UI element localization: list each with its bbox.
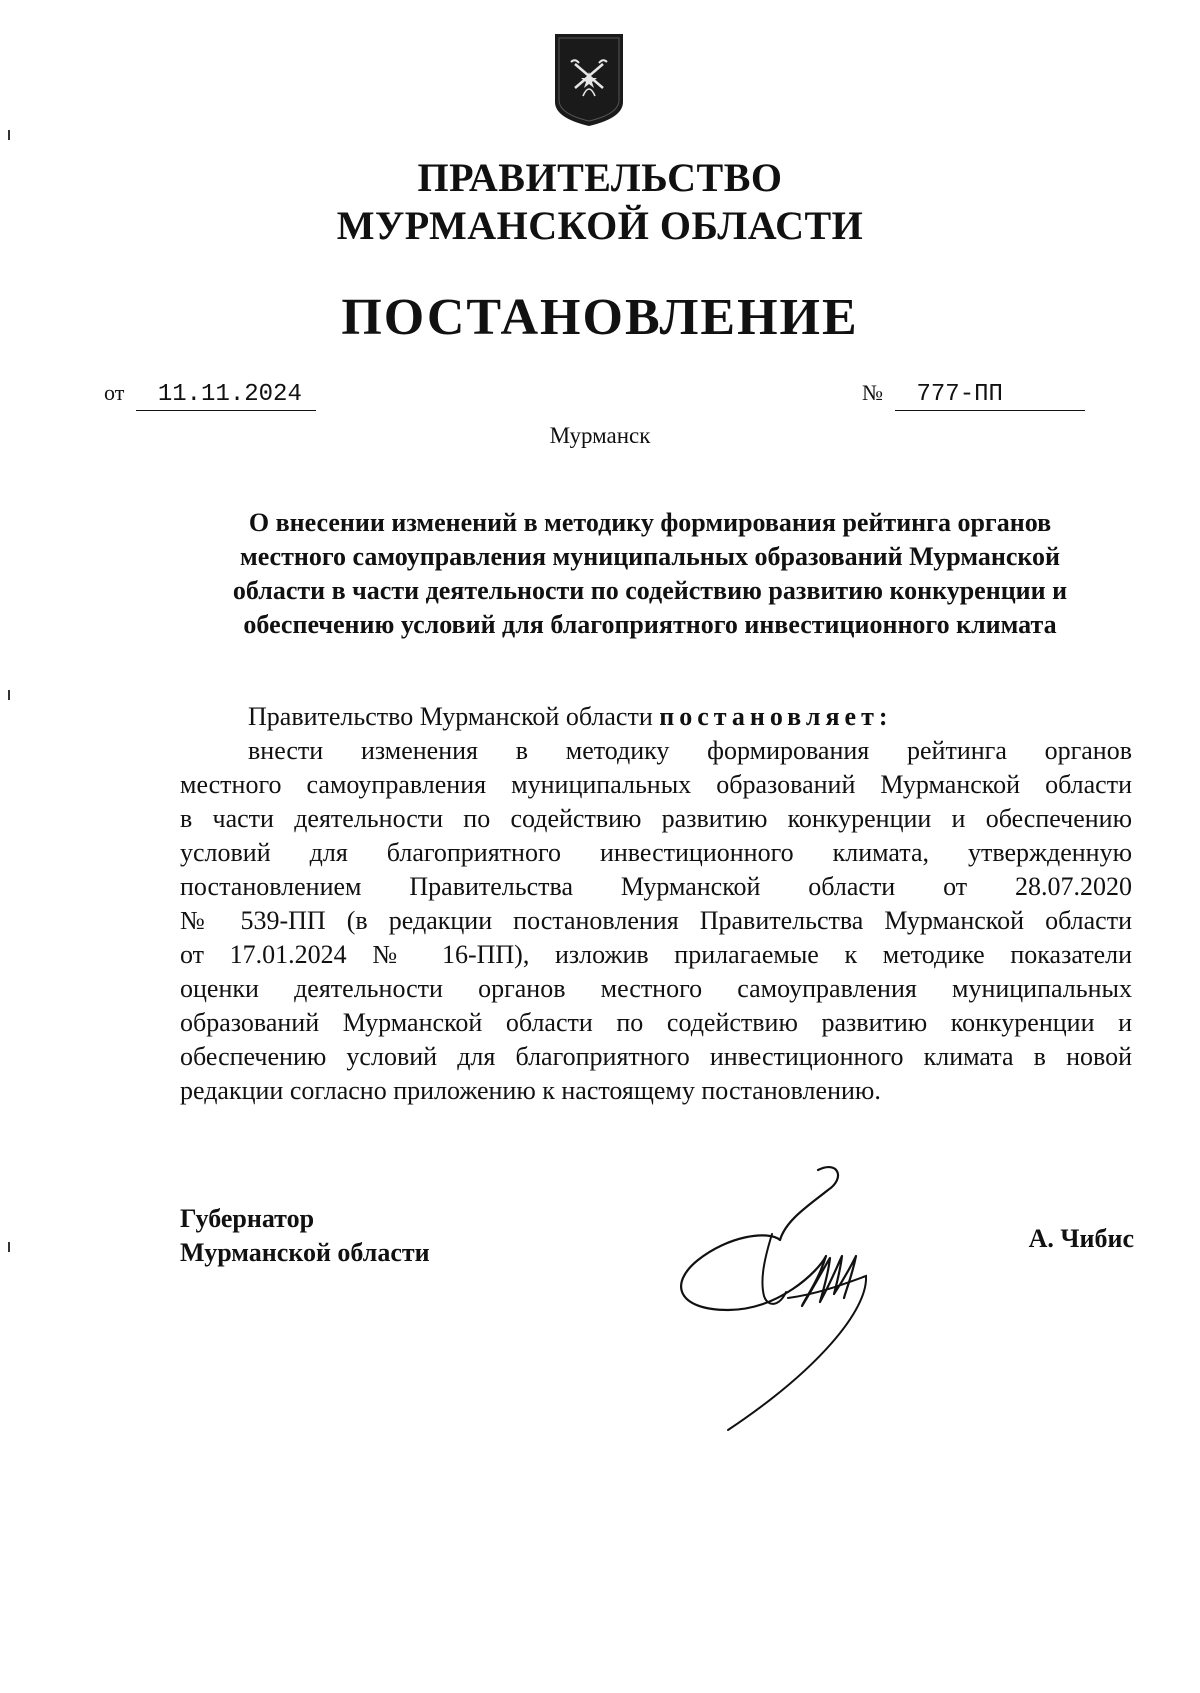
body-line: постановлением Правительства Мурманской области от 28.07.2020: [180, 872, 1132, 901]
city: Мурманск: [549, 423, 651, 448]
document-date: 11.11.2024: [136, 383, 316, 411]
number-field: [862, 382, 1085, 411]
document-body: [180, 700, 1132, 1108]
date-label: от: [104, 380, 125, 405]
body-line: оценки деятельности органов местного самоуправления муниципальных: [180, 974, 1132, 1003]
document-title: [180, 506, 1120, 642]
number-label: №: [862, 380, 883, 405]
signatory-name: А. Чибис: [1028, 1224, 1134, 1253]
decree-word: постановляет:: [659, 702, 893, 731]
body-line: внести изменения в методику формирования рейтинга органов: [248, 736, 1132, 765]
body-line: редакции согласно приложению к настоящему постановлению.: [180, 1076, 881, 1105]
title-line: обеспечению условий для благоприятного инвестиционного климата: [243, 610, 1057, 639]
document-type: ПОСТАНОВЛЕНИЕ: [341, 289, 859, 346]
body-line: образований Мурманской области по содействию развитию конкуренции и: [180, 1008, 1132, 1037]
body-line: от 17.01.2024 № 16-ПП), изложив прилагаемые к методике показатели: [180, 940, 1132, 969]
signatory-title-line: Губернатор: [180, 1204, 315, 1233]
body-line: местного самоуправления муниципальных образований Мурманской области: [180, 770, 1132, 799]
document-number: 777-ПП: [895, 383, 1085, 411]
organization-name: ПРАВИТЕЛЬСТВО: [417, 155, 783, 200]
signatory-title: [180, 1202, 430, 1270]
scan-edge-mark: [8, 130, 10, 140]
title-line: местного самоуправления муниципальных образований Мурманской: [239, 542, 1061, 571]
title-line: области в части деятельности по содействию развитию конкуренции и: [232, 576, 1068, 605]
signatory-title-line: Мурманской области: [180, 1238, 430, 1267]
title-line: О внесении изменений в методику формирования рейтинга органов: [248, 508, 1052, 537]
preamble: Правительство Мурманской области: [248, 702, 653, 731]
preamble-line: [180, 700, 1132, 734]
handwritten-signature: [668, 1160, 908, 1440]
organization-region: МУРМАНСКОЙ ОБЛАСТИ: [336, 203, 864, 248]
body-line: условий для благоприятного инвестиционного климата, утвержденную: [180, 838, 1132, 867]
coat-of-arms-icon: [553, 32, 625, 128]
body-line: № 539-ПП (в редакции постановления Правительства Мурманской области: [180, 906, 1132, 935]
date-field: [104, 382, 316, 411]
body-line: в части деятельности по содействию развитию конкуренции и обеспечению: [180, 804, 1132, 833]
scan-edge-mark: [8, 1242, 10, 1252]
scan-edge-mark: [8, 690, 10, 700]
body-line: обеспечению условий для благоприятного инвестиционного климата в новой: [180, 1042, 1132, 1071]
